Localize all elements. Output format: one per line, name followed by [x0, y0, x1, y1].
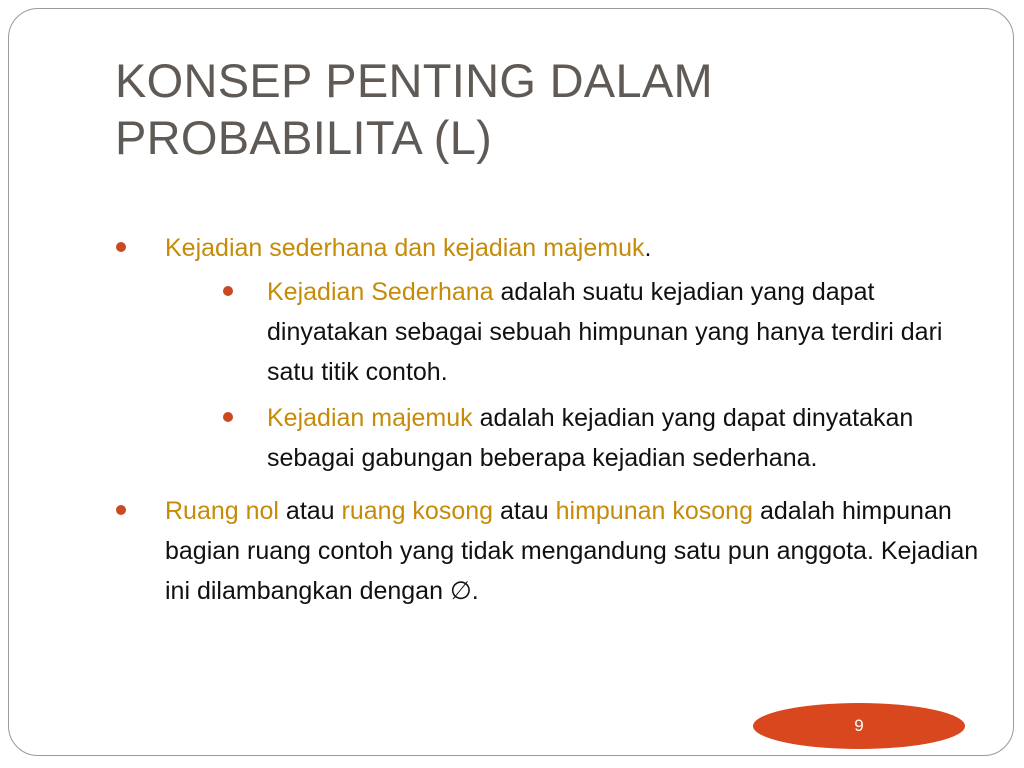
title-line-1: KONSEP PENTING DALAM — [115, 54, 713, 107]
bullet-2-definition: adalah himpunan bagian ruang contoh yang tidak mengandung satu pun anggota. Kejadian ini dilambangkan dengan — [165, 497, 979, 605]
bullet-dot-icon — [116, 505, 126, 515]
bullet-1-heading: Kejadian sederhana dan kejadian majemuk — [165, 234, 645, 262]
term-ruang-kosong: ruang kosong — [341, 497, 494, 525]
bullet-1-period: . — [644, 234, 652, 262]
empty-set-symbol: ∅ — [449, 577, 472, 605]
slide-title — [115, 52, 975, 166]
connector-atau-2: atau — [493, 497, 556, 525]
sub-bullet-simple-event — [215, 272, 993, 392]
sub-bullet-2-text: adalah kejadian yang dapat dinyatakan sebagai gabungan beberapa kejadian sederhana. — [267, 404, 914, 472]
sub-bullet-1-term: Kejadian Sederhana — [267, 278, 494, 306]
page-number: 9 — [854, 716, 864, 735]
bullet-simple-compound-events — [113, 228, 993, 478]
sub-bullet-2-term: Kejadian majemuk — [267, 404, 473, 432]
slide-content — [113, 228, 993, 624]
sub-bullet-1-text: adalah suatu kejadian yang dapat dinyatakan sebagai sebuah himpunan yang hanya terdiri dari satu titik contoh. — [267, 278, 943, 386]
title-line-2: PROBABILITA (L) — [115, 111, 493, 164]
bullet-dot-icon — [223, 412, 233, 422]
bullet-dot-icon — [223, 286, 233, 296]
bullet-2-period: . — [471, 577, 479, 605]
sub-bullet-compound-event — [215, 398, 993, 478]
page-number-badge — [753, 703, 965, 749]
term-himpunan-kosong: himpunan kosong — [555, 497, 753, 525]
bullet-dot-icon — [116, 242, 126, 252]
bullet-null-space — [113, 491, 993, 611]
connector-atau-1: atau — [278, 497, 342, 525]
term-ruang-nol: Ruang nol — [165, 497, 279, 525]
